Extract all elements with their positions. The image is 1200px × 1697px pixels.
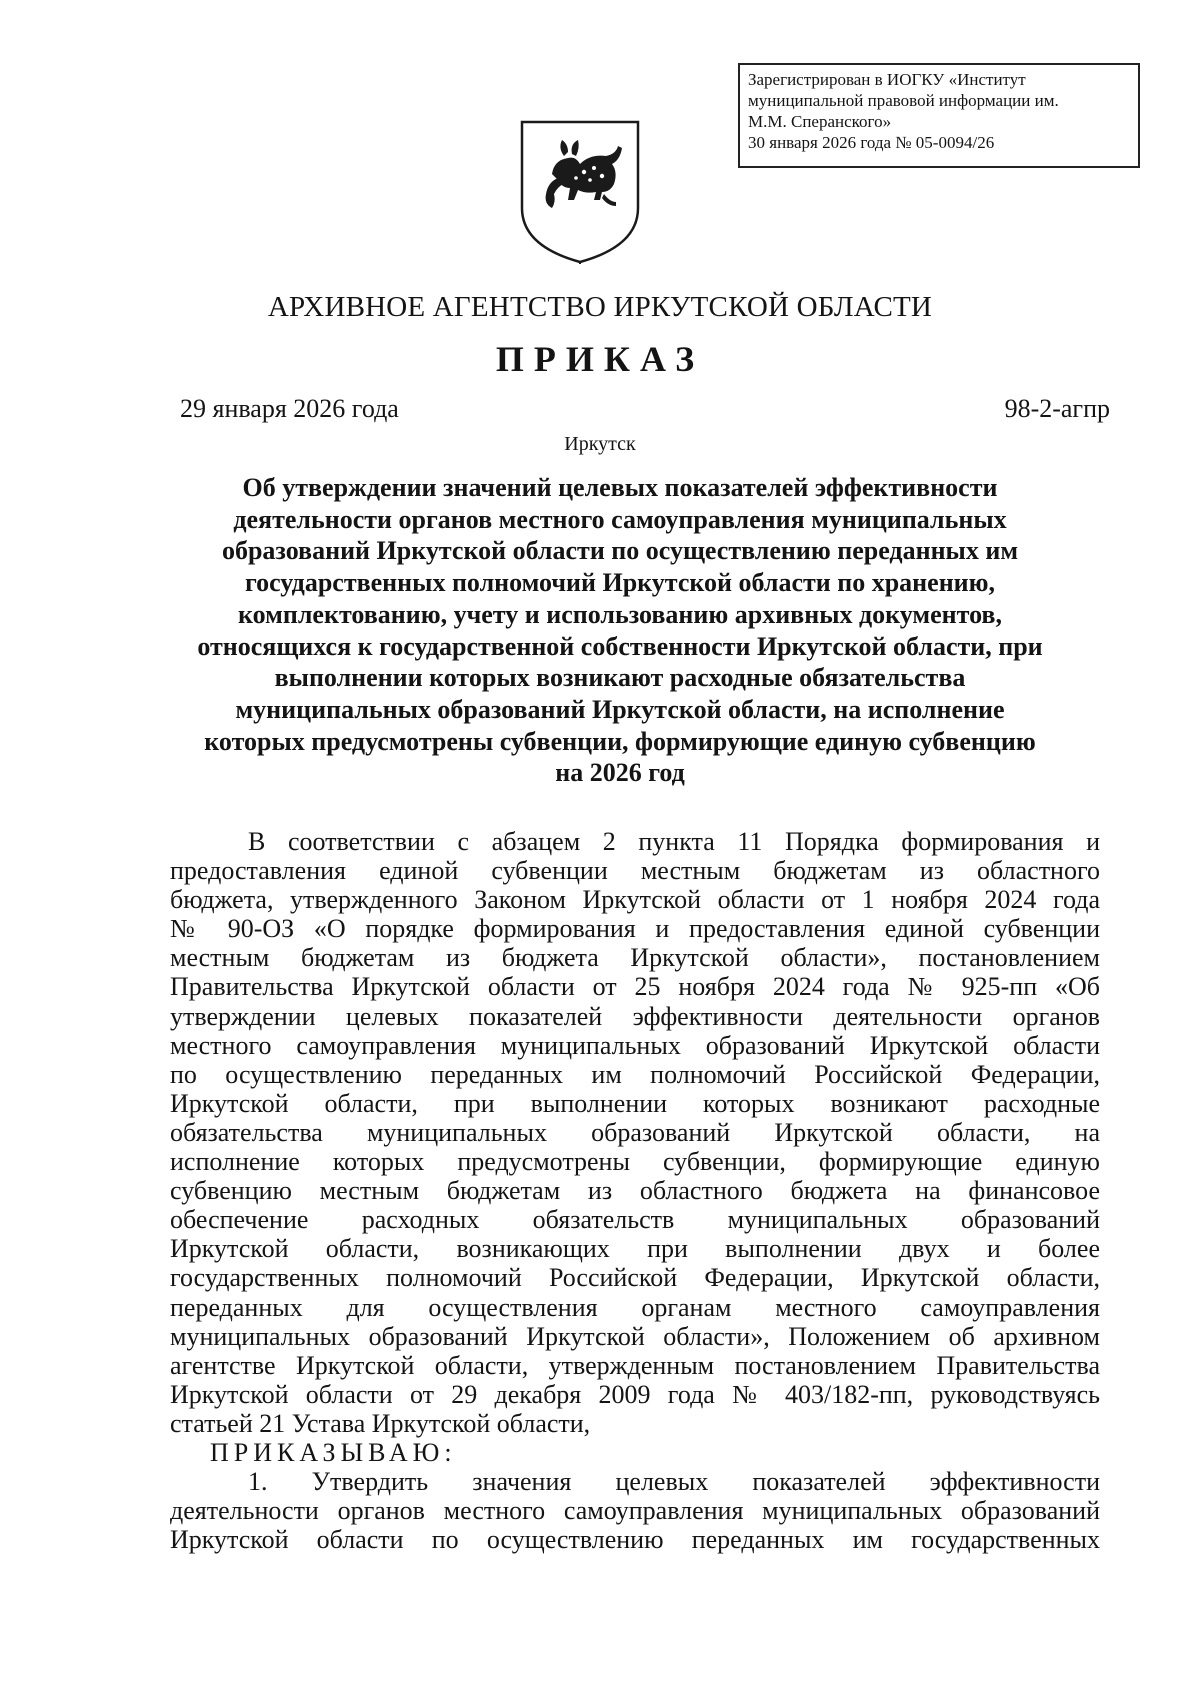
title-line: муниципальных образований Иркутской области, на исполнение [235, 694, 1005, 724]
order-word: ПРИКАЗЫВАЮ: [210, 1437, 457, 1467]
coat-of-arms-icon [518, 118, 642, 264]
title-line: комплектованию, учету и использованию архивных документов, [238, 599, 1002, 629]
title-line: которых предусмотрены субвенции, формирующие единую субвенцию [204, 726, 1036, 756]
preamble-line: муниципальных образований Иркутской области», Положением об архивном [170, 1321, 1100, 1351]
stamp-line-2: муниципальной правовой информации им. [748, 91, 1059, 110]
preamble-line: государственных полномочий Российской Федерации, Иркутской области, [170, 1263, 1100, 1293]
item-1-line: 1. Утвердить значения целевых показателей эффективности [248, 1467, 1100, 1497]
preamble-line: субвенцию местным бюджетам из областного бюджета на финансовое [170, 1176, 1100, 1206]
document-number: 98-2-агпр [1004, 394, 1110, 423]
title-line: деятельности органов местного самоуправления муниципальных [233, 504, 1007, 534]
preamble-line: бюджета, утвержденного Законом Иркутской области от 1 ноября 2024 года [170, 885, 1100, 915]
preamble-line: утверждении целевых показателей эффективности деятельности органов [170, 1001, 1100, 1031]
preamble-line: по осуществлению переданных им полномочий Российской Федерации, [170, 1059, 1100, 1089]
preamble-line: Иркутской области, возникающих при выполнении двух и более [170, 1234, 1100, 1264]
preamble-line: Иркутской области от 29 декабря 2009 года № 403/182-пп, руководствуясь [170, 1379, 1100, 1409]
preamble-line: статьей 21 Устава Иркутской области, [170, 1408, 591, 1438]
document-date: 29 января 2026 года [180, 394, 399, 423]
preamble-line: В соответствии с абзацем 2 пункта 11 Порядка формирования и [248, 827, 1100, 856]
preamble-line: агентстве Иркутской области, утвержденным постановлением Правительства [170, 1350, 1100, 1380]
agency-name: АРХИВНОЕ АГЕНТСТВО ИРКУТСКОЙ ОБЛАСТИ [267, 291, 933, 323]
title-line: относящихся к государственной собственности Иркутской области, при [197, 631, 1043, 661]
title-line: Об утверждении значений целевых показателей эффективности [242, 473, 998, 502]
preamble-line: обязательства муниципальных образований Иркутской области, на [170, 1117, 1100, 1147]
title-line: государственных полномочий Иркутской области по хранению, [244, 568, 996, 598]
document-title [150, 472, 1090, 789]
preamble-line: переданных для осуществления органам местного самоуправления [170, 1292, 1100, 1322]
preamble-line: местного самоуправления муниципальных образований Иркутской области [170, 1030, 1100, 1060]
preamble-line: Правительства Иркутской области от 25 ноября 2024 года № 925-пп «Об [170, 972, 1100, 1002]
preamble-line: № 90-ОЗ «О порядке формирования и предоставления единой субвенции [170, 914, 1100, 944]
title-line: образований Иркутской области по осуществлению переданных им [221, 536, 1019, 566]
preamble-line: обеспечение расходных обязательств муниципальных образований [170, 1205, 1100, 1235]
registration-stamp [738, 63, 1140, 168]
document-city: Иркутск [564, 433, 636, 455]
preamble-line: исполнение которых предусмотрены субвенции, формирующие единую [170, 1147, 1100, 1177]
document-type: ПРИКАЗ [495, 339, 705, 379]
stamp-line-1: Зарегистрирован в ИОГКУ «Институт [748, 70, 1026, 89]
stamp-line-3: М.М. Сперанского» [748, 112, 892, 131]
title-line: на 2026 год [555, 758, 685, 788]
preamble-line: предоставления единой субвенции местным бюджетам из областного [170, 856, 1100, 886]
preamble-line: Иркутской области, при выполнении которых возникают расходные [170, 1088, 1100, 1118]
item-1-line: Иркутской области по осуществлению переданных им государственных [170, 1525, 1100, 1555]
item-1-line: деятельности органов местного самоуправления муниципальных образований [170, 1496, 1100, 1526]
document-body [170, 827, 1100, 1554]
preamble-line: местным бюджетам из бюджета Иркутской области», постановлением [170, 943, 1100, 973]
stamp-line-4: 30 января 2026 года № 05-0094/26 [748, 133, 995, 152]
title-line: выполнении которых возникают расходные обязательства [274, 663, 966, 693]
